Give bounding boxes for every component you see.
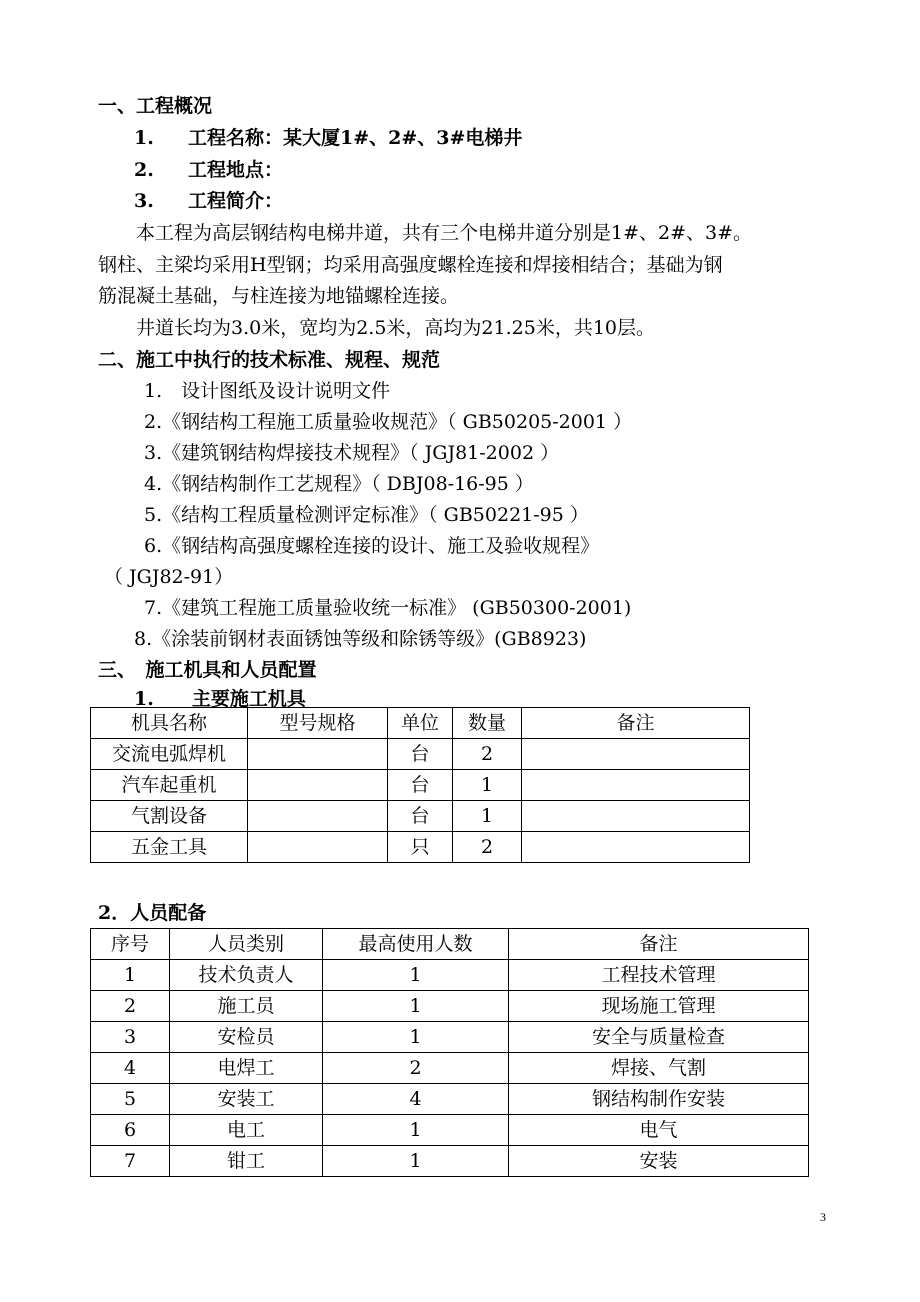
project-intro-label: 工程简介： (188, 190, 284, 212)
machines-subtitle: 1. 主要施工机具 (134, 688, 306, 710)
staff-max: 2 (323, 1053, 509, 1084)
machines-header-model: 型号规格 (248, 708, 388, 739)
machine-remark (522, 801, 750, 832)
section-2-title: 二、施工中执行的技术标准、规程、规范 (98, 349, 441, 371)
machine-remark (522, 832, 750, 863)
staff-index: 7 (91, 1146, 170, 1177)
machine-qty: 2 (453, 832, 522, 863)
table-row (91, 770, 750, 801)
staff-header-max: 最高使用人数 (323, 929, 509, 960)
table-row (91, 1084, 809, 1115)
staff-index: 6 (91, 1115, 170, 1146)
table-row (91, 1115, 809, 1146)
machine-unit: 台 (388, 770, 453, 801)
standard-item-2: 2.《钢结构工程施工质量验收规范》（ GB50205-2001 ） (144, 411, 633, 433)
staff-index: 2 (91, 991, 170, 1022)
staff-header-index: 序号 (91, 929, 170, 960)
standard-item-6: 6.《钢结构高强度螺栓连接的设计、施工及验收规程》 (144, 535, 600, 557)
item-2-number: 2. (134, 159, 154, 181)
standard-item-1: 1. 设计图纸及设计说明文件 (144, 380, 391, 402)
machine-unit: 台 (388, 801, 453, 832)
section-1-title: 一、工程概况 (98, 95, 213, 117)
staff-header-remark: 备注 (509, 929, 809, 960)
page-number: 3 (820, 1210, 826, 1224)
machine-remark (522, 739, 750, 770)
staff-remark: 钢结构制作安装 (509, 1084, 809, 1115)
machine-model (248, 832, 388, 863)
shaft-dimensions-paragraph: 井道长均为3.0米，宽均为2.5米，高均为21.25米，共10层。 (136, 317, 656, 339)
standard-item-4: 4.《钢结构制作工艺规程》（ DBJ08-16-95 ） (144, 473, 534, 495)
machine-model (248, 770, 388, 801)
table-row (91, 960, 809, 991)
staff-role: 技术负责人 (170, 960, 323, 991)
table-row (91, 1146, 809, 1177)
table-row (91, 739, 750, 770)
staff-remark: 焊接、气割 (509, 1053, 809, 1084)
machine-model (248, 739, 388, 770)
standard-item-3: 3.《建筑钢结构焊接技术规程》（ JGJ81-2002 ） (144, 442, 560, 464)
table-row (91, 801, 750, 832)
staff-max: 1 (323, 960, 509, 991)
staff-remark: 安装 (509, 1146, 809, 1177)
machines-header-unit: 单位 (388, 708, 453, 739)
intro-paragraph-line-2: 钢柱、主梁均采用H型钢；均采用高强度螺栓连接和焊接相结合；基础为钢 (98, 254, 723, 276)
table-row (91, 832, 750, 863)
section-3-title: 三、 施工机具和人员配置 (98, 659, 317, 681)
machine-name: 交流电弧焊机 (91, 739, 248, 770)
intro-paragraph-line-1: 本工程为高层钢结构电梯井道，共有三个电梯井道分别是1#、2#、3#。 (136, 222, 753, 244)
item-1-number: 1. (134, 127, 154, 149)
standard-item-7: 7.《建筑工程施工质量验收统一标准》 (GB50300-2001) (144, 597, 632, 619)
machine-qty: 1 (453, 770, 522, 801)
staff-max: 1 (323, 1022, 509, 1053)
staff-remark: 安全与质量检查 (509, 1022, 809, 1053)
machine-name: 汽车起重机 (91, 770, 248, 801)
staff-role: 安检员 (170, 1022, 323, 1053)
machine-unit: 台 (388, 739, 453, 770)
staff-role: 施工员 (170, 991, 323, 1022)
staff-index: 1 (91, 960, 170, 991)
table-row (91, 1053, 809, 1084)
staff-index: 3 (91, 1022, 170, 1053)
staff-header-row (91, 929, 809, 960)
item-3-number: 3. (134, 190, 154, 212)
staff-header-role: 人员类别 (170, 929, 323, 960)
machine-name: 五金工具 (91, 832, 248, 863)
staff-index: 4 (91, 1053, 170, 1084)
standard-item-5: 5.《结构工程质量检测评定标准》（ GB50221-95 ） (144, 504, 589, 526)
machines-table (90, 707, 750, 863)
machine-qty: 2 (453, 739, 522, 770)
staff-table (90, 928, 809, 1177)
staff-role: 钳工 (170, 1146, 323, 1177)
machine-qty: 1 (453, 801, 522, 832)
project-name: 工程名称：某大厦1#、2#、3#电梯井 (188, 127, 523, 149)
table-row (91, 1022, 809, 1053)
staff-max: 4 (323, 1084, 509, 1115)
machine-remark (522, 770, 750, 801)
project-location: 工程地点： (188, 159, 284, 181)
machine-model (248, 801, 388, 832)
staff-remark: 工程技术管理 (509, 960, 809, 991)
staff-role: 电工 (170, 1115, 323, 1146)
staff-max: 1 (323, 1146, 509, 1177)
staff-role: 安装工 (170, 1084, 323, 1115)
machines-header-remark: 备注 (522, 708, 750, 739)
staff-remark: 电气 (509, 1115, 809, 1146)
staff-remark: 现场施工管理 (509, 991, 809, 1022)
machine-unit: 只 (388, 832, 453, 863)
machines-header-row (91, 708, 750, 739)
staff-max: 1 (323, 1115, 509, 1146)
intro-paragraph-line-3: 筋混凝土基础，与柱连接为地锚螺栓连接。 (98, 285, 460, 307)
staff-subtitle: 2．人员配备 (98, 902, 207, 924)
staff-index: 5 (91, 1084, 170, 1115)
machines-header-qty: 数量 (453, 708, 522, 739)
staff-max: 1 (323, 991, 509, 1022)
machine-name: 气割设备 (91, 801, 248, 832)
standard-item-6-code: （ JGJ82-91） (104, 566, 234, 588)
machines-header-name: 机具名称 (91, 708, 248, 739)
standard-item-8: 8.《涂装前钢材表面锈蚀等级和除锈等级》(GB8923) (134, 628, 587, 650)
table-row (91, 991, 809, 1022)
staff-role: 电焊工 (170, 1053, 323, 1084)
